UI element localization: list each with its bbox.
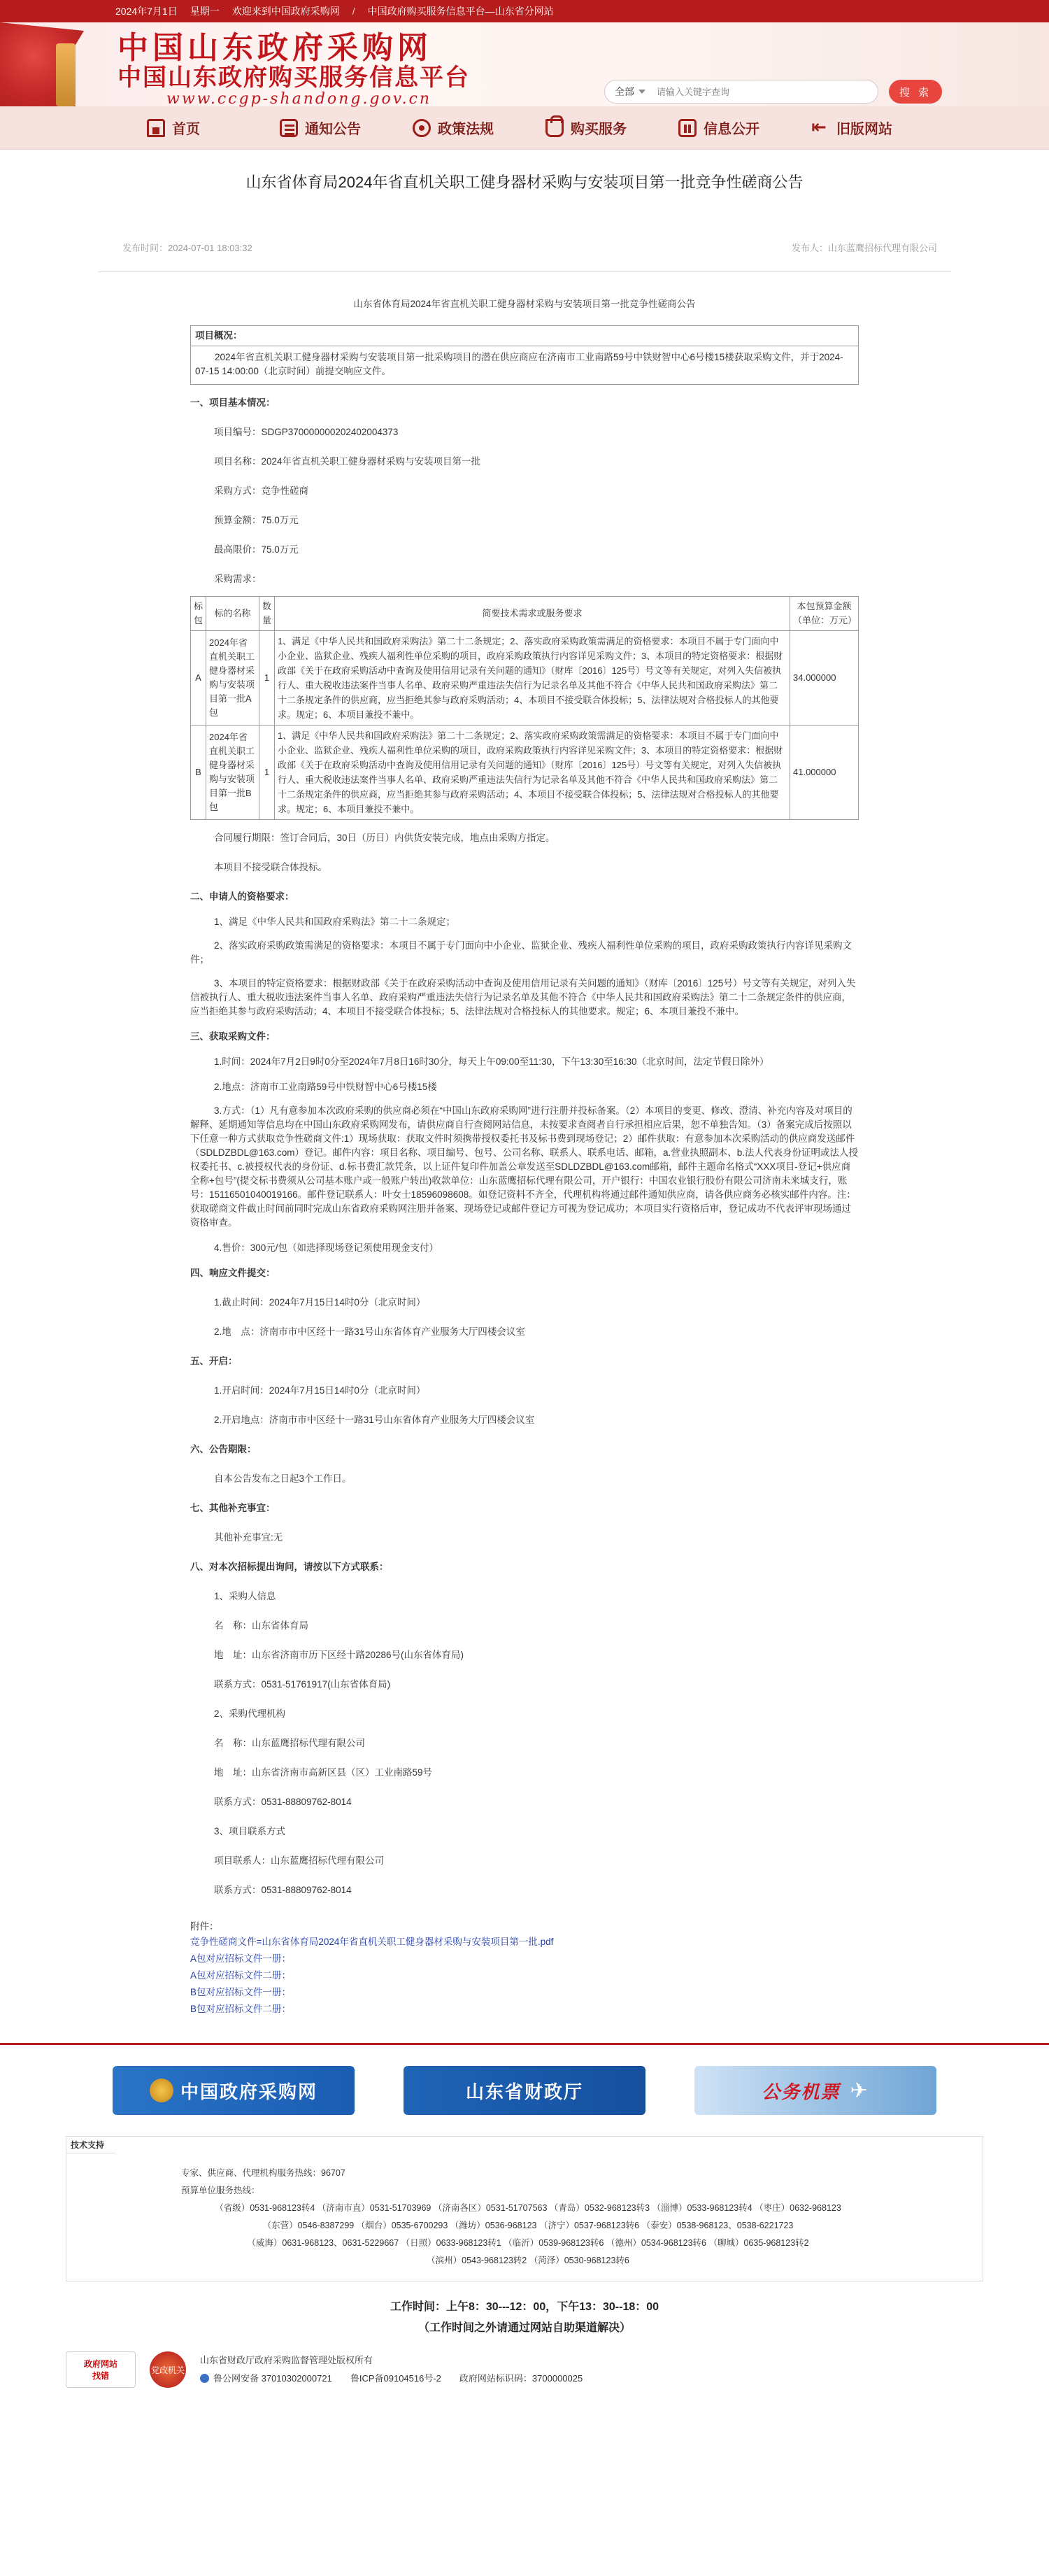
sponsor-text: 山东省财政厅政府采购监督管理处版权所有 [200, 2355, 373, 2365]
work-hours-note: （工作时间之外请通过网站自助渠道解决） [418, 2322, 631, 2334]
submission-deadline: 1.截止时间：2024年7月15日14时0分（北京时间） [214, 1297, 426, 1308]
buyer-name: 名 称：山东省体育局 [214, 1620, 308, 1631]
beian-label: 鲁公网安备 37010302000721 [213, 2373, 332, 2384]
section-heading: 六、公告期限： [190, 1444, 257, 1455]
nav-purchase-service[interactable] [545, 118, 678, 138]
party-gov-seal[interactable] [150, 2351, 186, 2388]
attachment-link[interactable]: A包对应招标文件一册： [190, 1953, 292, 1964]
back-icon [811, 119, 829, 137]
project-number: 项目编号：SDGP370000000202402004373 [214, 427, 399, 437]
link-official-flights[interactable] [694, 2066, 936, 2115]
opening-place: 2.开启地点：济南市市中区经十一路31号山东省体育产业服务大厅四楼会议室 [214, 1415, 535, 1425]
qty-cell: 1 [259, 726, 275, 820]
agent-name: 名 称：山东蓝鹰招标代理有限公司 [214, 1738, 365, 1748]
footer-bottom [66, 2351, 983, 2388]
attachment-link[interactable]: A包对应招标文件二册： [190, 1970, 292, 1981]
item-name-cell: 2024年省直机关职工健身器材采购与安装项目第一批A包 [206, 631, 259, 726]
info-icon [678, 119, 697, 137]
section-heading: 四、响应文件提交： [190, 1268, 276, 1278]
work-hours-text: 工作时间：上午8：30---12：00，下午13：30--18：00 [390, 2301, 659, 2313]
overview-text: 2024年省直机关职工健身器材采购与安装项目第一批采购项目的潜在供应商应在济南市工业南路59号中铁财智中心6号楼15楼获取采购文件，并于2024-07-15 14:00:00（北京时间）前提交响应文件。 [195, 352, 843, 376]
torch-decoration [56, 43, 76, 106]
footer-copyright [200, 2351, 583, 2388]
search-scope-select[interactable] [615, 85, 657, 99]
logo-line2: 中国山东政府购买服务信息平台 [117, 64, 470, 92]
link-finance-dept[interactable] [404, 2066, 645, 2115]
seal-label: 党政机关 [150, 2365, 185, 2375]
cart-icon [545, 119, 564, 137]
requirement-cell: 1、满足《中华人民共和国政府采购法》第二十二条规定；2、落实政府采购政策需满足的资格要求：本项目不属于专门面向中小企业、监狱企业、残疾人福利性单位采购的项目，政府采购政策执行内容详见采购文件；3、本项目的特定资格要求：根据财政部《关于在政府采购活动中查询及使用信用记录有关问题的通知》（财库〔2016〕125号）号文等有关规定，对列入失信被执行人、重大税收违法案件当事人名单、政府采购严重违法失信行为记录名单及其他不符合《中华人民共和国政府采购法》第二十二条规定条件的供应商，应当拒绝其参与政府采购活动；4、本项目不接受联合体投标；5、法律法规对合格投标人的其他要求。规定；6、本项目兼投不兼中。 [275, 726, 790, 820]
logo-line1: 中国山东政府采购网 [117, 30, 432, 66]
nav-old-site[interactable] [811, 118, 944, 138]
attachments-label: 附件： [190, 1921, 219, 1932]
agent-phone: 联系方式：0531-88809762-8014 [214, 1797, 352, 1807]
divider [98, 271, 951, 272]
site-name: 中国政府购买服务信息平台—山东省分网站 [367, 6, 554, 17]
site-logo[interactable] [117, 32, 470, 108]
notice-icon [280, 119, 298, 137]
requirement-label: 采购需求： [214, 574, 262, 584]
hotline-list: （东营）0546-8387299 （烟台）0535-6700293 （潍坊）0536-968123 （济宁）0537-968123转6 （泰安）0538-968123、0538-6221723 [262, 2221, 794, 2230]
contact-name: 项目联系人：山东蓝鹰招标代理有限公司 [214, 1855, 384, 1866]
qualification-3: 3、本项目的特定资格要求：根据财政部《关于在政府采购活动中查询及使用信用记录有关问题的通知》（财库〔2016〕125号）号文等有关规定，对列入失信被执行人、重大税收违法案件当事人名单、政府采购严重违法失信行为记录名单及其他不符合《中华人民共和国政府采购法》第二十二条规定条件的供应商，应当拒绝其参与政府采购活动；4、本项目不接受联合体投标；5、法律法规对合格投标人的其他要求。规定；6、本项目兼投不兼中。 [190, 978, 856, 1017]
article-content [190, 297, 859, 2018]
attachments [190, 1920, 859, 2018]
notice-period: 自本公告发布之日起3个工作日。 [214, 1473, 352, 1484]
badge-line: 政府网站 [83, 2359, 117, 2369]
support-body [66, 2153, 983, 2281]
article-meta [98, 199, 951, 262]
contact-heading: 3、项目联系方式 [214, 1826, 286, 1837]
table-header: 标包 [191, 597, 206, 631]
section-heading: 二、申请人的资格要求： [190, 891, 294, 902]
section-heading: 八、对本次招标提出询问，请按以下方式联系： [190, 1562, 389, 1572]
logo-url: www.ccgp-shandong.gov.cn [166, 90, 432, 108]
publisher: 发布人：山东蓝鹰招标代理有限公司 [791, 243, 937, 253]
section-heading: 七、其他补充事宜： [190, 1503, 276, 1513]
overview-box [190, 325, 859, 385]
site-code: 政府网站标识码：3700000025 [459, 2373, 583, 2384]
requirement-table [190, 596, 859, 820]
section-heading: 一、项目基本情况： [190, 397, 276, 408]
buyer-phone: 联系方式：0531-51761917(山东省体育局) [214, 1679, 391, 1690]
link-label: 公务机票 [762, 2081, 841, 2102]
attachment-link[interactable]: B包对应招标文件二册： [190, 2004, 292, 2014]
contact-phone: 联系方式：0531-88809762-8014 [214, 1885, 352, 1895]
overview-heading: 项目概况： [191, 326, 858, 346]
item-name-cell: 2024年省直机关职工健身器材采购与安装项目第一批B包 [206, 726, 259, 820]
link-label: 中国政府采购网 [180, 2081, 317, 2102]
find-error-badge[interactable] [66, 2351, 136, 2388]
support-tag: 技术支持 [66, 2137, 115, 2153]
qualification-1: 1、满足《中华人民共和国政府采购法》第二十二条规定； [214, 917, 456, 927]
attachment-link[interactable]: 竞争性磋商文件=山东省体育局2024年省直机关职工健身器材采购与安装项目第一批.pdf [190, 1937, 554, 1947]
nav-info-public[interactable] [678, 118, 811, 138]
document-price: 4.售价：300元/包（如选择现场登记须使用现金支付） [214, 1243, 439, 1253]
table-header: 本包预算金额（单位：万元） [790, 597, 859, 631]
current-weekday: 星期一 [190, 6, 220, 17]
police-badge-icon [200, 2374, 209, 2383]
max-price: 最高限价：75.0万元 [214, 544, 299, 555]
table-header: 简要技术需求或服务要求 [275, 597, 790, 631]
publish-time: 发布时间：2024-07-01 18:03:32 [122, 243, 252, 253]
procurement-method: 采购方式：竞争性磋商 [214, 486, 308, 496]
nav-label: 信息公开 [704, 122, 759, 137]
work-hours [0, 2297, 1049, 2339]
link-ccgp[interactable] [113, 2066, 355, 2115]
search-input[interactable] [657, 87, 878, 97]
nav-label: 政策法规 [438, 122, 494, 137]
requirement-cell: 1、满足《中华人民共和国政府采购法》第二十二条规定；2、落实政府采购政策需满足的资格要求：本项目不属于专门面向中小企业、监狱企业、残疾人福利性单位采购的项目，政府采购政策执行内容详见采购文件；3、本项目的特定资格要求：根据财政部《关于在政府采购活动中查询及使用信用记录有关问题的通知》（财库〔2016〕125号）号文等有关规定，对列入失信被执行人、重大税收违法案件当事人名单、政府采购严重违法失信行为记录名单及其他不符合《中华人民共和国政府采购法》第二十二条规定条件的供应商，应当拒绝其参与政府采购活动；4、本项目不接受联合体投标；5、法律法规对合格投标人的其他要求。规定；6、本项目兼投不兼中。 [275, 631, 790, 726]
pack-cell: A [191, 631, 206, 726]
budget-amount: 预算金额：75.0万元 [214, 515, 299, 525]
site-header [0, 22, 1049, 106]
obtain-place: 2.地点：济南市工业南路59号中铁财智中心6号楼15楼 [214, 1082, 437, 1092]
nav-label: 首页 [172, 122, 200, 137]
agent-heading: 2、采购代理机构 [214, 1708, 286, 1719]
icp-record[interactable]: 鲁ICP备09104516号-2 [350, 2373, 441, 2384]
hotline-list: （威海）0631-968123、0631-5229667 （日照）0633-968123转1 （临沂）0539-968123转6 （德州）0534-968123转6 （聊城）0635-968123转2 [247, 2238, 809, 2248]
budget-cell: 41.000000 [790, 726, 859, 820]
table-row [191, 631, 859, 726]
hotline-list: （滨州）0543-968123转2 （菏泽）0530-968123转6 [427, 2256, 629, 2265]
search-box [604, 80, 878, 104]
search-button[interactable]: 搜 索 [889, 80, 942, 104]
attachment-link[interactable]: B包对应招标文件一册： [190, 1987, 292, 1997]
buyer-heading: 1、采购人信息 [214, 1591, 276, 1601]
agent-address: 地 址：山东省济南市高新区县（区）工业南路59号 [214, 1767, 433, 1778]
table-row [191, 726, 859, 820]
main-nav [0, 106, 1049, 150]
buyer-address: 地 址：山东省济南市历下区经十路20286号(山东省体育局) [214, 1650, 464, 1660]
badge-line: 找错 [92, 2371, 109, 2381]
article [98, 171, 951, 2018]
hotline-list: （省级）0531-968123转4 （济南市直）0531-51703969 （济南各区）0531-51707563 （青岛）0532-968123转3 （淄博）0533-968123转4 （枣庄）0632-968123 [215, 2203, 841, 2213]
budget-hotline-label: 预算单位服务热线： [181, 2186, 260, 2195]
page-title: 山东省体育局2024年省直机关职工健身器材采购与安装项目第一批竞争性磋商公告 [245, 174, 804, 191]
nav-notice[interactable] [280, 118, 413, 138]
section-heading: 三、获取采购文件： [190, 1031, 276, 1042]
opening-time: 1.开启时间：2024年7月15日14时0分（北京时间） [214, 1385, 426, 1396]
nav-label: 购买服务 [571, 122, 627, 137]
table-header: 数量 [259, 597, 275, 631]
nav-policy[interactable] [413, 118, 545, 138]
pack-cell: B [191, 726, 206, 820]
nav-label: 通知公告 [305, 122, 361, 137]
home-icon [147, 119, 165, 137]
national-emblem-icon [150, 2079, 173, 2102]
top-info-bar: 2024年7月1日 星期一 欢迎来到中国政府采购网 / 中国政府购买服务信息平台—山东省分网站 [0, 0, 1049, 22]
airplane-icon: ✈ [850, 2079, 869, 2102]
other-matters: 其他补充事宜:无 [214, 1532, 283, 1543]
link-label: 山东省财政厅 [465, 2081, 583, 2103]
search-scope-label: 全部 [615, 86, 634, 97]
obtain-method: 3.方式：（1）凡有意参加本次政府采购的供应商必须在“中国山东政府采购网”进行注册并投标备案。（2）本项目的变更、修改、澄清、补充内容及对项目的解释、延期通知等信息均在中国山东政府采购网发布，请供应商自行查阅网站信息，未按要求查阅者自行承担相应后果，恕不单独告知。（3）备案完成后按照以下任意一种方式获取竞争性磋商文件:1）现场获取：获取文件时须携带授权委托书及标书费到现场登记；2）邮件获取：有意参加本次采购活动的供应商发送邮件（SDLDZBDL@163.com）登记。邮件内容：项目名称、项目编号、包号、公司名称、联系人、联系电话、邮箱，a.营业执照副本、b.法人代表身份证明或法人授权委托书、c.被授权代表的身份证、d.标书费汇款凭条，以上证件复印件加盖公章发送至SDLDZBDL@163.com邮箱，邮件主题命名格式“XXX项目-登记+供应商全称+包号”(提交标书费须从公司基本账户或一般账户转出)收款单位：山东蓝鹰招标代理有限公司，开户银行：中国农业银行股份有限公司济南未来城支行，账号：15116501040019166。邮件登记联系人：叶女士18596098608。如登记资料不齐全，代理机构将通过邮件通知供应商，请各供应商务必核实邮件内容。注：获取磋商文件截止时间前同时完成山东省政府采购网注册并备案、现场登记或邮件登记方可视为登记成功；本项目实行资格后审，登记成功不代表评审现场通过资格审查。 [190, 1105, 859, 1228]
policy-icon [413, 119, 431, 137]
qualification-2: 2、落实政府采购政策需满足的资格要求：本项目不属于专门面向中小企业、监狱企业、残疾人福利性单位采购的项目，政府采购政策执行内容详见采购文件； [190, 940, 852, 965]
budget-cell: 34.000000 [790, 631, 859, 726]
section-heading: 五、开启： [190, 1356, 238, 1366]
friend-links [0, 2045, 1049, 2136]
chevron-down-icon [638, 90, 645, 94]
nav-home[interactable] [147, 118, 280, 138]
obtain-time: 1.时间：2024年7月2日9时0分至2024年7月8日16时30分，每天上午09:00至11:30，下午13:30至16:30（北京时间，法定节假日除外） [214, 1056, 769, 1067]
no-consortium: 本项目不接受联合体投标。 [214, 862, 327, 872]
table-header: 标的名称 [206, 597, 259, 631]
police-beian[interactable] [200, 2370, 332, 2388]
qty-cell: 1 [259, 631, 275, 726]
tech-support-box [66, 2136, 983, 2281]
submission-place: 2.地 点：济南市市中区经十一路31号山东省体育产业服务大厅四楼会议室 [214, 1326, 525, 1337]
nav-label: 旧版网站 [836, 122, 892, 137]
table-header-row [191, 597, 859, 631]
welcome-text: 欢迎来到中国政府采购网 [231, 6, 340, 17]
support-hotline: 专家、供应商、代理机构服务热线：96707 [181, 2168, 345, 2178]
content-subtitle: 山东省体育局2024年省直机关职工健身器材采购与安装项目第一批竞争性磋商公告 [353, 299, 696, 309]
contract-period: 合同履行期限：签订合同后，30日（历日）内供货安装完成，地点由采购方指定。 [214, 833, 555, 843]
current-date: 2024年7月1日 [115, 6, 178, 17]
project-name: 项目名称：2024年省直机关职工健身器材采购与安装项目第一批 [214, 456, 481, 467]
